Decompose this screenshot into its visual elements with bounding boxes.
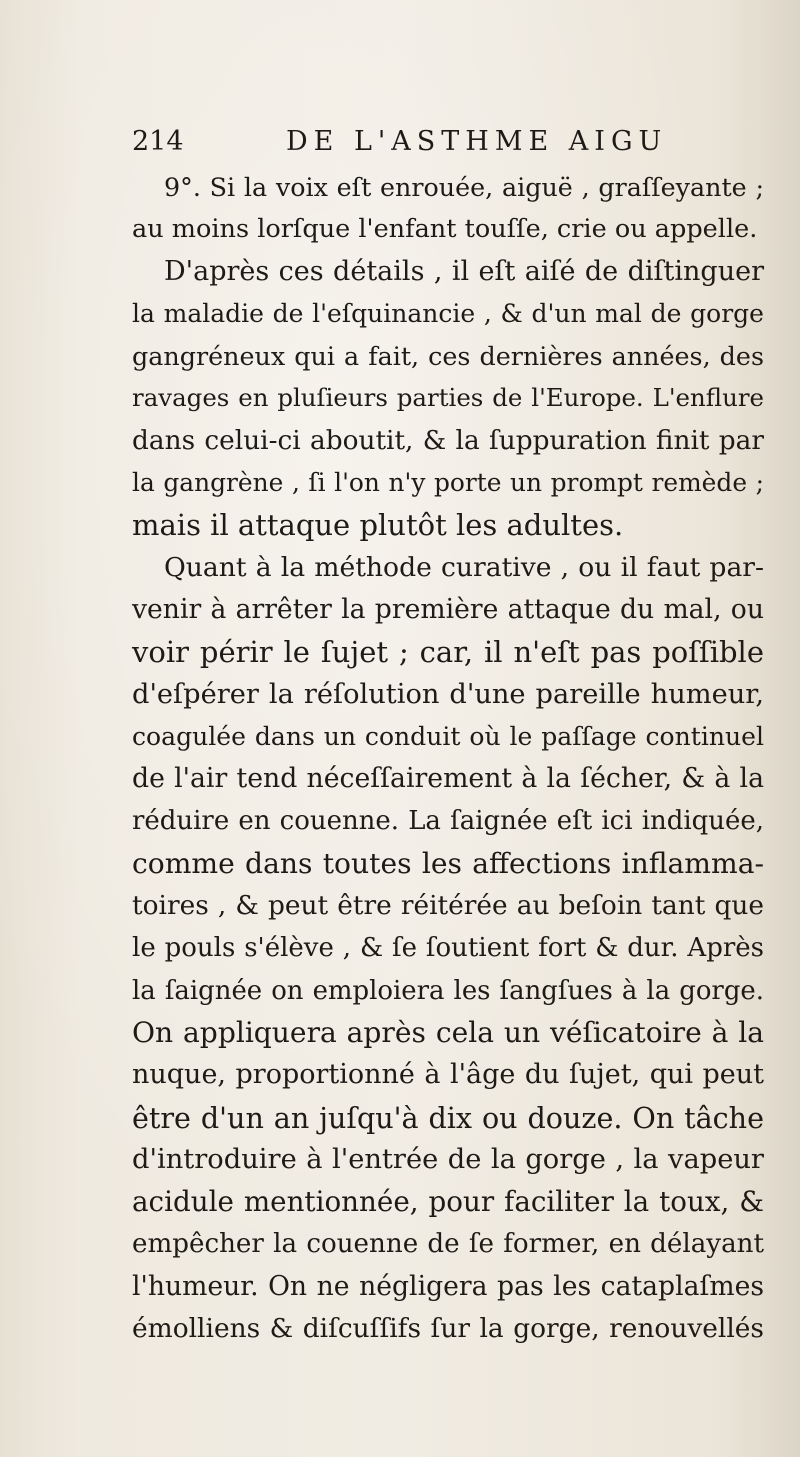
page-number: 214 — [132, 126, 184, 157]
text-line: venir à arrêter la première attaque du mal, ou — [132, 593, 764, 625]
running-head: DE L'ASTHME AIGU — [286, 126, 668, 157]
text-line: au moins lorſque l'enfant touſſe, crie ou appelle. — [132, 214, 758, 245]
text-line: réduire en couenne. La ſaignée eſt ici indiquée, — [132, 806, 764, 837]
text-line: gangréneux qui a fait, ces dernières années, des — [132, 341, 764, 372]
text-line: l'humeur. On ne négligera pas les cataplaſmes — [132, 1270, 764, 1302]
text-line: nuque, proportionné à l'âge du ſujet, qui peut — [132, 1059, 764, 1091]
text-line: émolliens & diſcuſſifs ſur la gorge, renouvellés — [132, 1313, 764, 1345]
text-line: On appliquera après cela un véſicatoire à la — [132, 1015, 764, 1049]
text-line: acidule mentionnée, pour faciliter la toux, & — [132, 1185, 764, 1219]
body-text — [132, 166, 764, 1350]
text-line: ravages en pluſieurs parties de l'Europe. L'enflure — [132, 383, 764, 413]
text-line: la maladie de l'eſquinancie , & d'un mal de gorge — [132, 298, 764, 328]
text-line: toires , & peut être réitérée au beſoin tant que — [132, 890, 764, 922]
text-line: Quant à la méthode curative , ou il faut par- — [164, 551, 764, 583]
text-line: dans celui-ci aboutit, & la ſuppuration finit par — [132, 425, 764, 456]
text-line: le pouls s'élève , & ſe ſoutient fort & dur. Après — [132, 933, 764, 964]
text-line: coagulée dans un conduit où le paſſage continuel — [132, 721, 764, 751]
text-line: la gangrène , ſi l'on n'y porte un prompt remède ; — [132, 468, 764, 498]
text-line: 9°. Si la voix eſt enrouée, aiguë , graſſeyante ; — [164, 172, 764, 202]
page-header — [132, 126, 752, 160]
text-line: mais il attaque plutôt les adultes. — [132, 508, 624, 543]
text-line: de l'air tend néceſſairement à la ſécher, & à la — [132, 763, 764, 795]
text-line: comme dans toutes les affections inflamma- — [132, 846, 764, 880]
text-line: empêcher la couenne de ſe former, en délayant — [132, 1229, 764, 1260]
text-line: d'eſpérer la réſolution d'une pareille humeur, — [132, 678, 764, 710]
text-line: être d'un an juſqu'à dix ou douze. On tâche — [132, 1100, 764, 1135]
text-line: la ſaignée on emploiera les ſangſues à la gorge. — [132, 975, 764, 1006]
text-line: D'après ces détails , il eſt aiſé de diſtinguer — [164, 255, 764, 287]
text-line: voir périr le ſujet ; car, il n'eſt pas poſſible — [132, 635, 764, 670]
text-line: d'introduire à l'entrée de la gorge , la vapeur — [132, 1143, 764, 1175]
